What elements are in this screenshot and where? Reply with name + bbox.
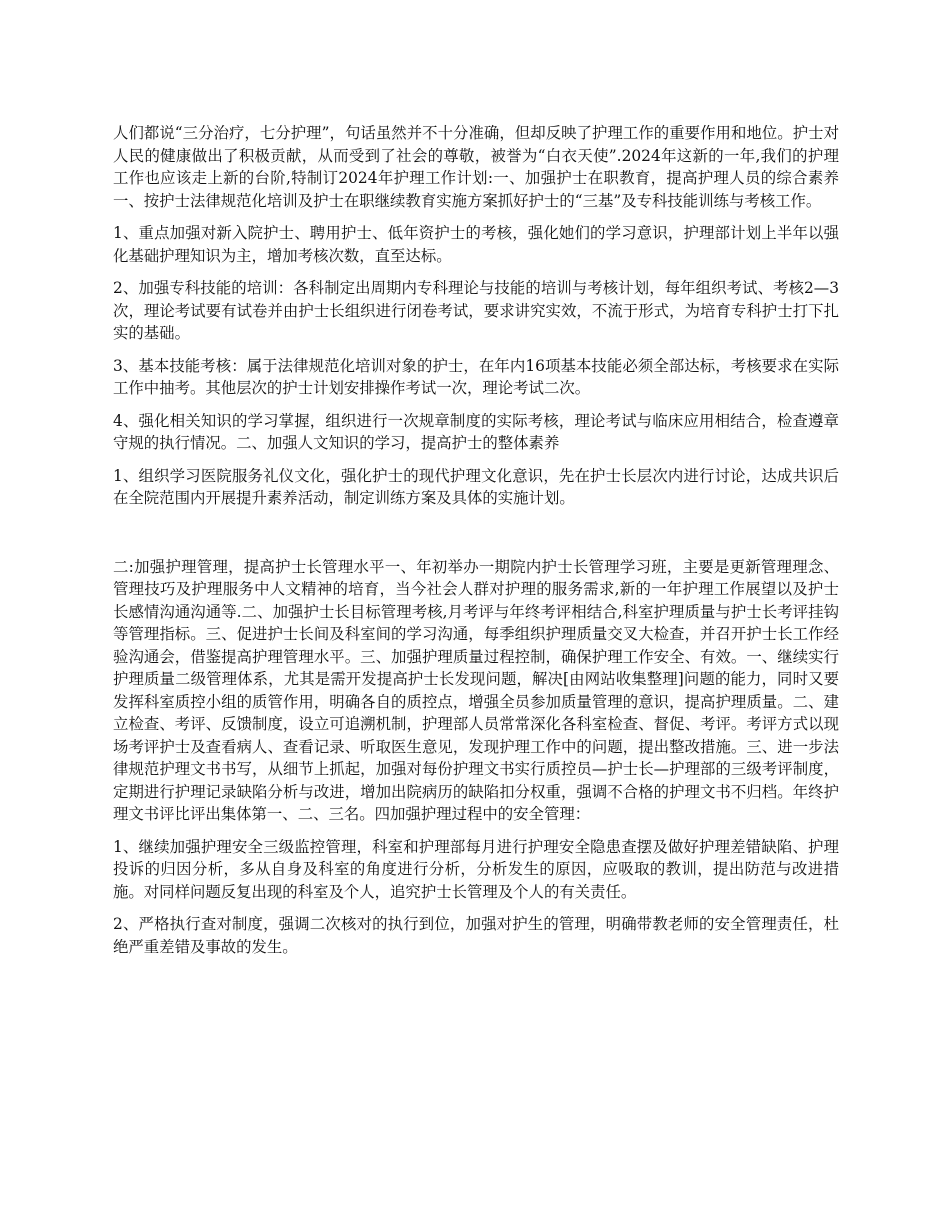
paragraph-safety-1: 1、继续加强护理安全三级监控管理，科室和护理部每月进行护理安全隐患查摆及做好护理差错缺陷、护理投诉的归因分析，多从自身及科室的角度进行分析，分析发生的原因，应吸取的教训，提出防范与改进措施。对同样问题反复出现的科室及个人，追究护士长管理及个人的有关责任。 (113, 837, 839, 901)
paragraph-item-2: 2、加强专科技能的培训：各科制定出周期内专科理论与技能的培训与考核计划，每年组织考试、考核2—3次，理论考试要有试卷并由护士长组织进行闭卷考试，要求讲究实效，不流于形式，为培育专科护士打下扎实的基础。 (113, 279, 839, 342)
paragraph-intro: 人们都说“三分治疗，七分护理”，句话虽然并不十分准确，但却反映了护理工作的重要作用和地位。护士对人民的健康做出了积极贡献，从而受到了社会的尊敬，被誉为“白衣天使”.2024年这新的一年,我们的护理工作也应该走上新的台阶,特制订2024年护理工作计划:一、加强护士在职教育，提高护理人员的综合素养一、按护士法律规范化培训及护士在职继续教育实施方案抓好护士的“三基”及专科技能训练与考核工作。 (113, 124, 839, 210)
document-body (113, 122, 839, 968)
paragraph-item-5: 1、组织学习医院服务礼仪文化，强化护士的现代护理文化意识，先在护士长层次内进行讨论，达成共识后在全院范围内开展提升素养活动，制定训练方案及具体的实施计划。 (113, 466, 839, 507)
paragraph-item-3: 3、基本技能考核：属于法律规范化培训对象的护士，在年内16项基本技能必须全部达标，考核要求在实际工作中抽考。其他层次的护士计划安排操作考试一次，理论考试二次。 (113, 356, 839, 397)
paragraph-safety-2: 2、严格执行查对制度，强调二次核对的执行到位，加强对护生的管理，明确带教老师的安全管理责任，杜绝严重差错及事故的发生。 (113, 915, 839, 956)
section-spacer (113, 520, 839, 556)
paragraph-item-4: 4、强化相关知识的学习掌握，组织进行一次规章制度的实际考核，理论考试与临床应用相结合，检查遵章守规的执行情况。二、加强人文知识的学习，提高护士的整体素养 (113, 411, 839, 452)
paragraph-item-1: 1、重点加强对新入院护士、聘用护士、低年资护士的考核，强化她们的学习意识，护理部计划上半年以强化基础护理知识为主，增加考核次数，直至达标。 (113, 224, 839, 265)
paragraph-management: 二:加强护理管理，提高护士长管理水平一、年初举办一期院内护士长管理学习班，主要是更新管理理念、管理技巧及护理服务中人文精神的培育，当今社会人群对护理的服务需求,新的一年护理工作展望以及护士长感情沟通沟通等.二、加强护士长目标管理考核,月考评与年终考评相结合,科室护理质量与护士长考评挂钩等管理指标。三、促进护士长间及科室间的学习沟通，每季组织护理质量交叉大检查，并召开护士长工作经验沟通会，借鉴提高护理管理水平。三、加强护理质量过程控制，确保护理工作安全、有效。一、继续实行护理质量二级管理体系，尤其是需开发提高护士长发现问题，解决[由网站收集整理]问题的能力，同时又要发挥科室质控小组的质管作用，明确各自的质控点，增强全员参加质量管理的意识，提高护理质量。二、建立检查、考评、反馈制度，设立可追溯机制，护理部人员常常深化各科室检查、督促、考评。考评方式以现场考评护士及查看病人、查看记录、听取医生意见，发现护理工作中的问题，提出整改措施。三、进一步法律规范护理文书书写，从细节上抓起，加强对每份护理文书实行质控员—护士长—护理部的三级考评制度，定期进行护理记录缺陷分析与改进，增加出院病历的缺陷扣分权重，强调不合格的护理文书不归档。年终护理文书评比评出集体第一、二、三名。四加强护理过程中的安全管理： (113, 557, 839, 823)
